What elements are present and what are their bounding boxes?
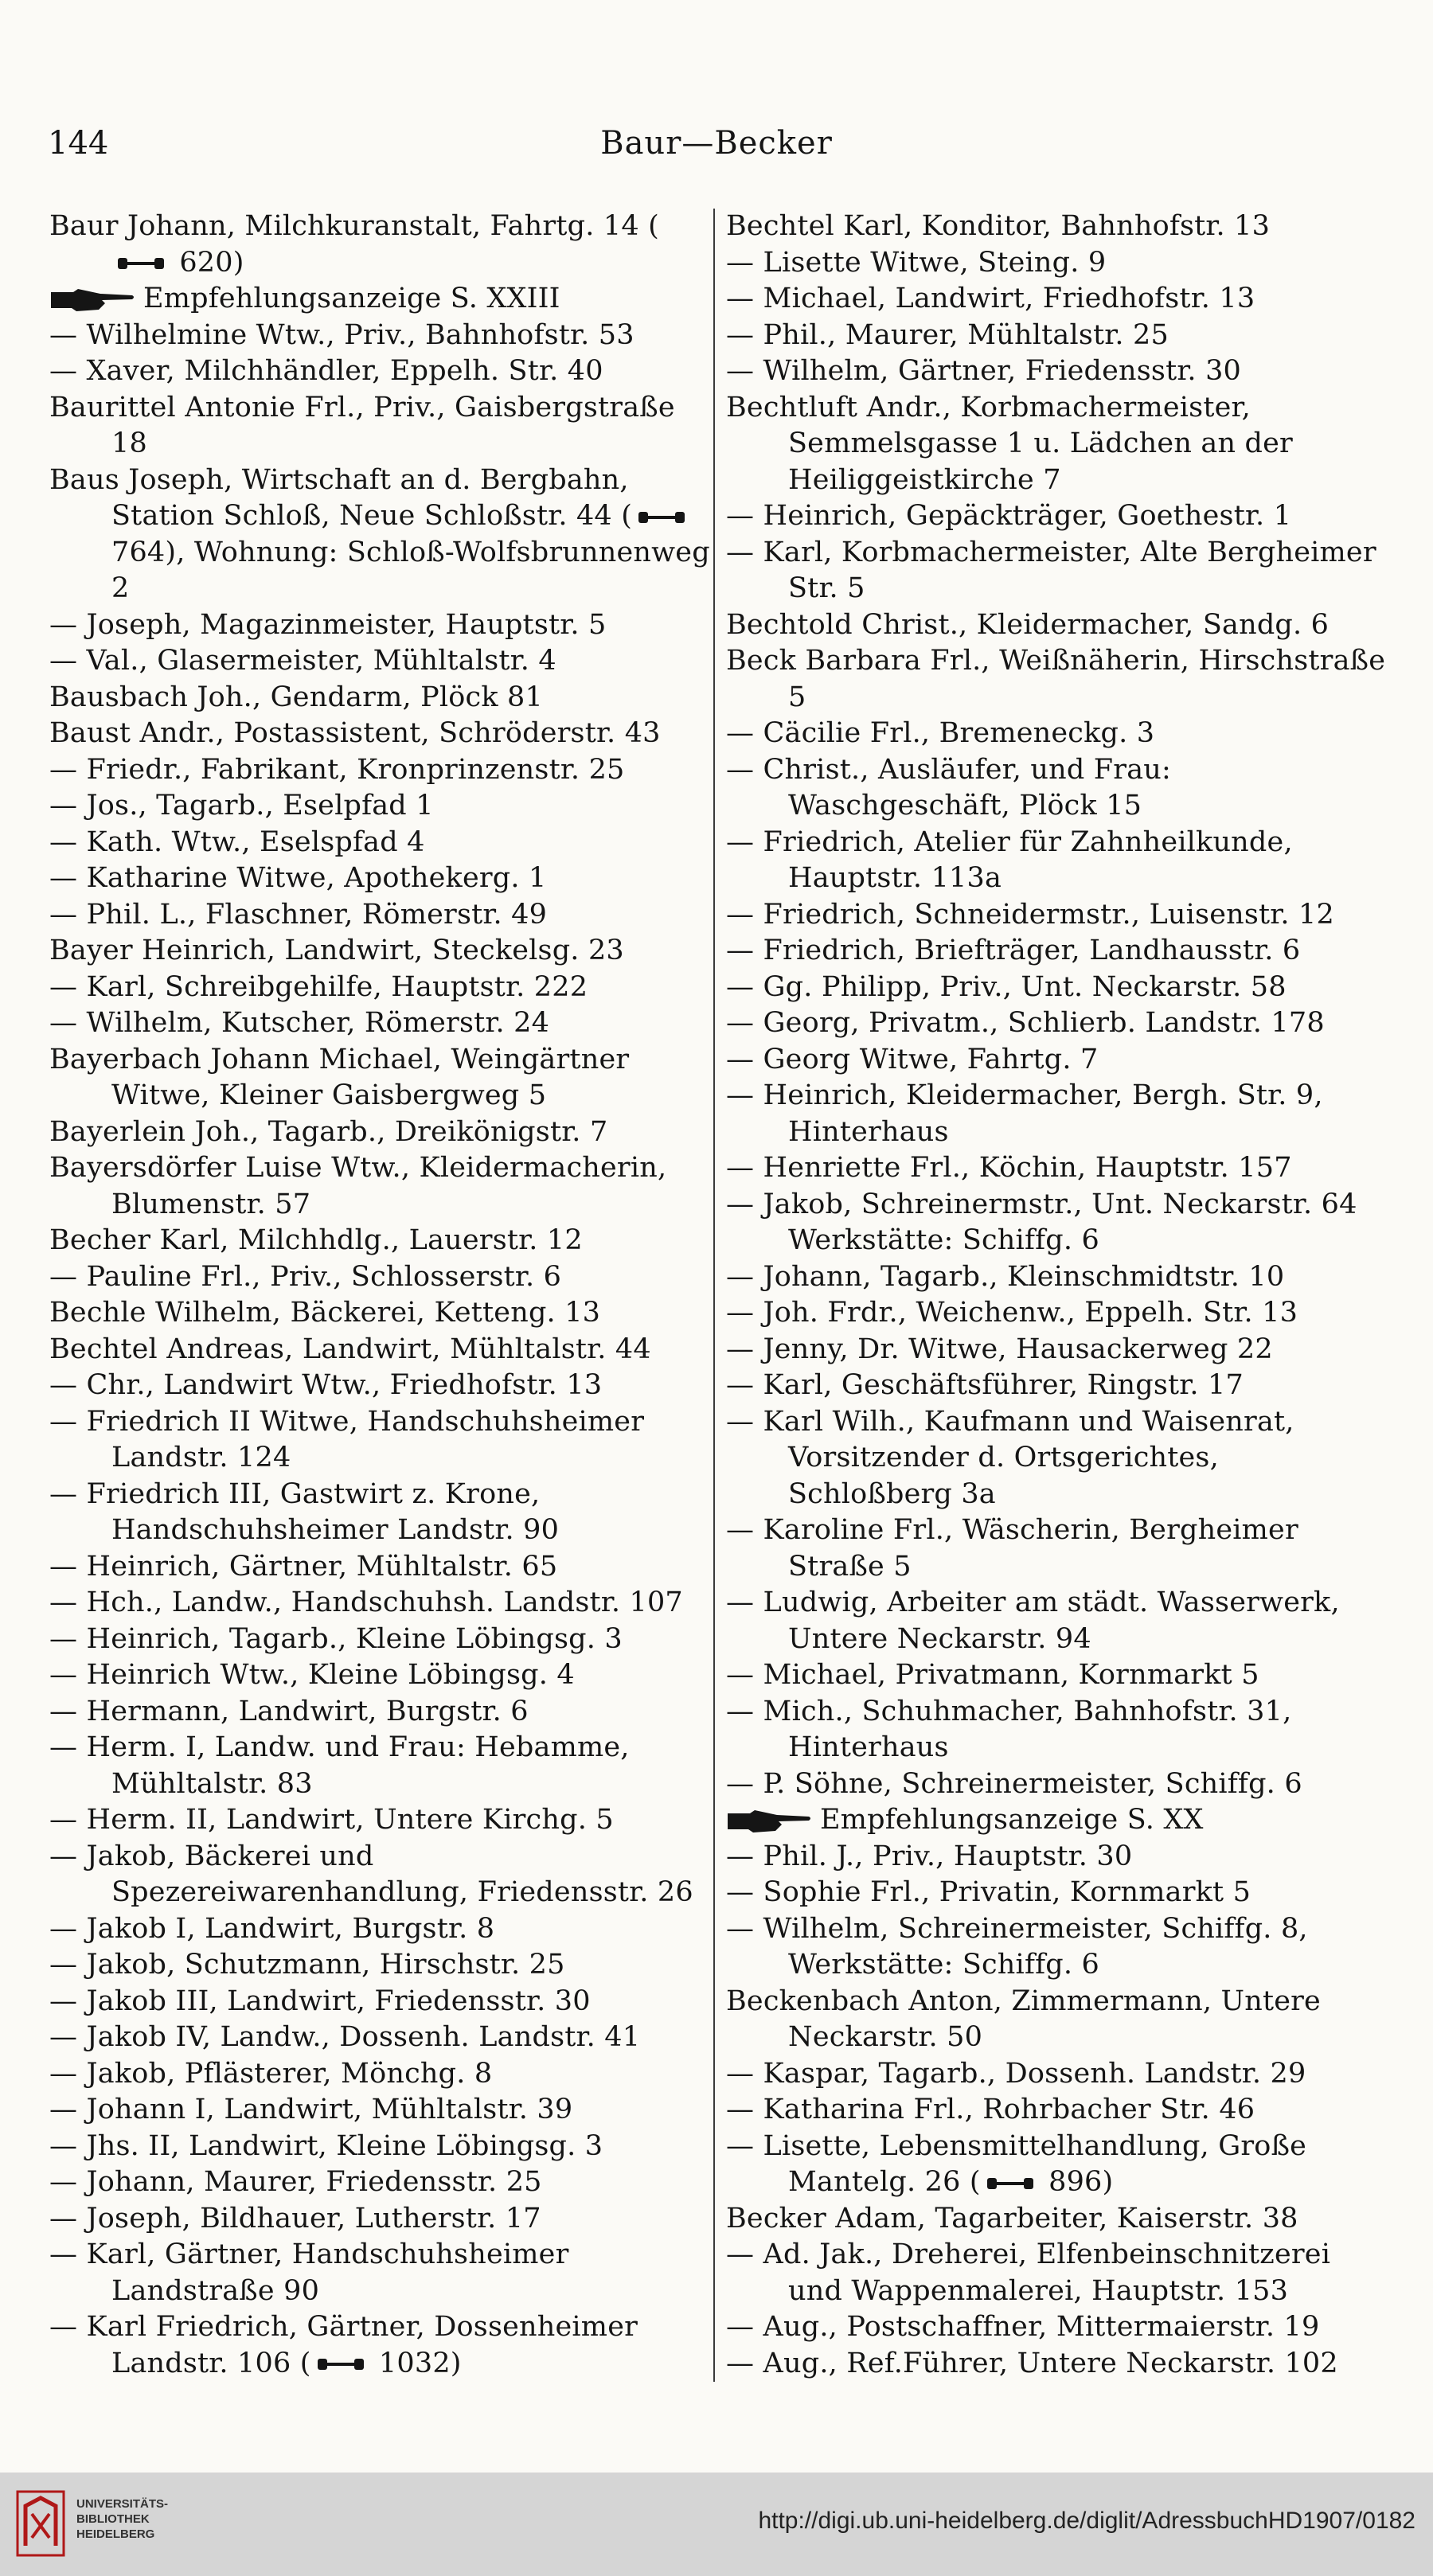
directory-entry: [49, 716, 710, 752]
entry-text: — Lisette Witwe, Steing. 9: [726, 246, 1107, 279]
directory-entry: [726, 1404, 1387, 1513]
entry-text: Bayersdörfer Luise Wtw., Kleidermacherin, Blumenstr. 57: [49, 1152, 667, 1220]
directory-entry: [726, 1766, 1387, 1803]
entry-text: — Johann, Tagarb., Kleinschmidtstr. 10: [726, 1260, 1285, 1293]
directory-entry: [726, 2056, 1387, 2093]
entry-text: — Katharine Witwe, Apothekerg. 1: [49, 862, 547, 894]
directory-entry: [726, 353, 1387, 390]
entry-text: — Heinrich Wtw., Kleine Löbingsg. 4: [49, 1659, 575, 1691]
entry-text: — Jhs. II, Landwirt, Kleine Löbingsg. 3: [49, 2129, 603, 2162]
directory-entry: [726, 1042, 1387, 1079]
directory-entry: [726, 2129, 1387, 2201]
entry-text: — Ad. Jak., Dreherei, Elfenbeinschnitzerei und Wappenmalerei, Hauptstr. 153: [726, 2238, 1331, 2307]
entry-text: — Wilhelmine Wtw., Priv., Bahnhofstr. 53: [49, 318, 635, 351]
running-head: Baur—Becker: [600, 125, 833, 162]
directory-entry: [726, 390, 1387, 499]
entry-text: — Jakob IV, Landw., Dossenh. Landstr. 41: [49, 2021, 641, 2053]
directory-entry: [49, 861, 710, 897]
entry-text: Bayerbach Johann Michael, Weingärtner Witwe, Kleiner Gaisbergweg 5: [49, 1043, 630, 1111]
directory-entry: [726, 318, 1387, 354]
entry-text: — Christ., Ausläufer, und Frau: Waschgeschäft, Plöck 15: [726, 753, 1171, 822]
directory-entry: [726, 1368, 1387, 1404]
entry-text: — Heinrich, Tagarb., Kleine Löbingsg. 3: [49, 1622, 623, 1655]
entry-text: — Friedrich, Atelier für Zahnheilkunde, Hauptstr. 113a: [726, 825, 1293, 894]
directory-entry: [726, 1295, 1387, 1332]
entry-text: — Georg, Privatm., Schlierb. Landstr. 178: [726, 1007, 1325, 1039]
directory-entry: [49, 2020, 710, 2056]
entry-text: — Gg. Philipp, Priv., Unt. Neckarstr. 58: [726, 970, 1287, 1003]
directory-entry: [49, 2309, 710, 2382]
directory-entry: [726, 1585, 1387, 1657]
entry-text: Baus Joseph, Wirtschaft an d. Bergbahn, Station Schloß, Neue Schloßstr. 44 (: [49, 463, 633, 532]
directory-entry: [726, 607, 1387, 644]
directory-entry: [49, 788, 710, 825]
entry-text: — Kaspar, Tagarb., Dossenh. Landstr. 29: [726, 2057, 1306, 2090]
directory-entry: [726, 2237, 1387, 2309]
directory-entry: [726, 825, 1387, 897]
directory-entry: [726, 1694, 1387, 1766]
entry-text: — Hermann, Landwirt, Burgstr. 6: [49, 1695, 529, 1727]
entry-text: — Karl, Korbmachermeister, Alte Bergheimer Str. 5: [726, 536, 1376, 604]
directory-entry: [49, 933, 710, 970]
entry-text: — Friedrich, Briefträger, Landhausstr. 6: [726, 935, 1301, 966]
entry-text: — Wilhelm, Gärtner, Friedensstr. 30: [726, 355, 1242, 387]
entry-text: — Phil. L., Flaschner, Römerstr. 49: [49, 898, 548, 931]
entry-text: — Heinrich, Gepäckträger, Goethestr. 1: [726, 500, 1292, 532]
entry-text: — Michael, Privatmann, Kornmarkt 5: [726, 1659, 1259, 1691]
pointing-hand-icon: [726, 1807, 814, 1836]
entry-text: — Karl, Gärtner, Handschuhsheimer Landstraße 90: [49, 2238, 569, 2307]
directory-entry: [49, 1622, 710, 1658]
entry-text: — Heinrich, Gärtner, Mühltalstr. 65: [49, 1550, 558, 1583]
entry-text: — Jakob, Bäckerei und Spezereiwarenhandlung, Friedensstr. 26: [49, 1840, 693, 1908]
entry-text: Beckenbach Anton, Zimmermann, Untere Neckarstr. 50: [726, 1985, 1321, 2053]
directory-entry: [726, 716, 1387, 752]
directory-entry: [49, 463, 710, 607]
directory-entry: [49, 2201, 710, 2238]
entry-text: — Chr., Landwirt Wtw., Friedhofstr. 13: [49, 1369, 603, 1401]
entry-text: — Wilhelm, Schreinermeister, Schiffg. 8, Werkstätte: Schiffg. 6: [726, 1912, 1308, 1981]
entry-text: — Jakob III, Landwirt, Friedensstr. 30: [49, 1985, 591, 2017]
entry-text: — Jakob, Schutzmann, Hirschstr. 25: [49, 1949, 565, 1981]
directory-entry: [726, 2201, 1387, 2238]
entry-text: 764), Wohnung: Schloß-Wolfsbrunnenweg 2: [111, 536, 710, 604]
entry-text: — Karl Wilh., Kaufmann und Waisenrat, Vorsitzender d. Ortsgerichtes, Schloßberg 3a: [726, 1405, 1294, 1510]
entry-text: — Friedrich II Witwe, Handschuhsheimer Landstr. 124: [49, 1405, 645, 1473]
directory-entry: [726, 752, 1387, 825]
library-logo-icon: [16, 2490, 65, 2557]
entry-text: 620): [170, 246, 244, 279]
entry-text: Bayer Heinrich, Landwirt, Steckelsg. 23: [49, 935, 624, 966]
entry-text: — Joseph, Bildhauer, Lutherstr. 17: [49, 2202, 541, 2234]
entry-text: Empfehlungsanzeige S. XX: [820, 1804, 1204, 1836]
entry-text: Baurittel Antonie Frl., Priv., Gaisbergstraße 18: [49, 391, 675, 459]
entry-text: Empfehlungsanzeige S. XXIII: [143, 283, 560, 314]
entry-text: — Mich., Schuhmacher, Bahnhofstr. 31, Hinterhaus: [726, 1695, 1292, 1763]
directory-entry: [726, 970, 1387, 1006]
directory-entry: [726, 933, 1387, 970]
entry-text: Becker Adam, Tagarbeiter, Kaiserstr. 38: [726, 2202, 1298, 2234]
directory-entry: [726, 1911, 1387, 1984]
entry-text: — Sophie Frl., Privatin, Kornmarkt 5: [726, 1876, 1251, 1908]
directory-entry: [49, 1114, 710, 1151]
entry-text: — Johann, Maurer, Friedensstr. 25: [49, 2166, 542, 2198]
directory-entry: [726, 1332, 1387, 1368]
directory-entry: [49, 1368, 710, 1404]
directory-entry: [726, 1187, 1387, 1259]
entry-text: — Jakob, Schreinermstr., Unt. Neckarstr. 64 Werkstätte: Schiffg. 6: [726, 1188, 1357, 1256]
directory-entry: [49, 1223, 710, 1259]
page-header: [48, 111, 1385, 175]
entry-text: — Cäcilie Frl., Bremeneckg. 3: [726, 717, 1155, 749]
directory-entry: [726, 2346, 1387, 2383]
directory-entry: [726, 1150, 1387, 1187]
directory-entry: [49, 1042, 710, 1114]
directory-entry: [49, 1477, 710, 1549]
entry-text: — Karl, Schreibgehilfe, Hauptstr. 222: [49, 970, 588, 1003]
directory-entry: [726, 1839, 1387, 1875]
entry-text: Bechle Wilhelm, Bäckerei, Ketteng. 13: [49, 1297, 601, 1329]
telephone-icon: [314, 2356, 367, 2372]
entry-text: — Phil., Maurer, Mühltalstr. 25: [726, 318, 1169, 351]
directory-entry: [726, 209, 1387, 245]
directory-entry: [49, 1694, 710, 1731]
entry-text: — Michael, Landwirt, Friedhofstr. 13: [726, 283, 1255, 314]
entry-text: — Jakob, Pflästerer, Mönchg. 8: [49, 2057, 493, 2090]
entry-text: — Phil. J., Priv., Hauptstr. 30: [726, 1840, 1133, 1872]
entry-text: — Kath. Wtw., Eselspfad 4: [49, 825, 425, 858]
directory-entry: [726, 281, 1387, 318]
directory-entry: [49, 1150, 710, 1223]
directory-entry: [49, 1657, 710, 1694]
right-column: [726, 209, 1387, 2382]
column-divider: [713, 209, 715, 2382]
directory-entry: [49, 970, 710, 1006]
directory-entry: [49, 390, 710, 463]
entry-text: Bausbach Joh., Gendarm, Plöck 81: [49, 681, 543, 713]
entry-text: 1032): [369, 2347, 462, 2379]
entry-text: — Henriette Frl., Köchin, Hauptstr. 157: [726, 1152, 1292, 1184]
entry-text: — Ludwig, Arbeiter am städt. Wasserwerk, Untere Neckarstr. 94: [726, 1587, 1340, 1655]
directory-entry: [726, 535, 1387, 607]
directory-entry: [726, 1512, 1387, 1585]
entry-text: — Lisette, Lebensmittelhandlung, Große Mantelg. 26 (: [726, 2129, 1307, 2198]
entry-text: Bechtold Christ., Kleidermacher, Sandg. 6: [726, 608, 1330, 641]
entry-text: — Aug., Postschaffner, Mittermaierstr. 19: [726, 2311, 1320, 2343]
library-name: UNIVERSITÄTS- BIBLIOTHEK HEIDELBERG: [76, 2497, 169, 2541]
directory-entry: [49, 1332, 710, 1368]
telephone-icon: [115, 256, 167, 271]
directory-entry: [49, 1730, 710, 1802]
directory-entry: [49, 2164, 710, 2201]
directory-entry: [49, 2092, 710, 2129]
entry-text: — Friedrich III, Gastwirt z. Krone, Handschuhsheimer Landstr. 90: [49, 1477, 560, 1546]
directory-entry: [49, 2056, 710, 2093]
directory-entry: [49, 897, 710, 934]
directory-entry: [726, 1802, 1387, 1839]
entry-text: Beck Barbara Frl., Weißnäherin, Hirschstraße 5: [726, 645, 1386, 713]
entry-text: — Jenny, Dr. Witwe, Hausackerweg 22: [726, 1333, 1273, 1365]
entry-text: — Herm. II, Landwirt, Untere Kirchg. 5: [49, 1804, 614, 1836]
entry-text: Bechtluft Andr., Korbmachermeister, Semmelsgasse 1 u. Lädchen an der Heiliggeistkirche 7: [726, 391, 1293, 496]
telephone-icon: [635, 509, 688, 525]
directory-entry: [49, 1259, 710, 1296]
entry-text: — Friedr., Fabrikant, Kronprinzenstr. 25: [49, 753, 625, 786]
entry-text: — Aug., Ref.Führer, Untere Neckarstr. 102: [726, 2347, 1338, 2379]
entry-text: — Joh. Frdr., Weichenw., Eppelh. Str. 13: [726, 1297, 1298, 1329]
pointing-hand-icon: [49, 286, 137, 314]
entry-text: Bechtel Karl, Konditor, Bahnhofstr. 13: [726, 210, 1271, 242]
directory-entry: [726, 2092, 1387, 2129]
directory-entry: [726, 643, 1387, 716]
entry-text: — Jos., Tagarb., Eselpfad 1: [49, 790, 434, 822]
entry-text: Baust Andr., Postassistent, Schröderstr. 43: [49, 717, 661, 749]
directory-entry: [49, 318, 710, 354]
directory-entry: [49, 2129, 710, 2165]
directory-entry: [726, 1078, 1387, 1150]
directory-entry: [49, 1802, 710, 1839]
entry-text: — Karl, Geschäftsführer, Ringstr. 17: [726, 1369, 1244, 1401]
telephone-icon: [984, 2176, 1037, 2192]
entry-text: — Pauline Frl., Priv., Schlosserstr. 6: [49, 1260, 562, 1293]
entry-text: — Jakob I, Landwirt, Burgstr. 8: [49, 1912, 495, 1945]
directory-entry: [49, 1549, 710, 1586]
directory-entry: [49, 680, 710, 716]
entry-text: — Joseph, Magazinmeister, Hauptstr. 5: [49, 608, 607, 641]
entry-text: — Georg Witwe, Fahrtg. 7: [726, 1043, 1099, 1075]
directory-entry: [49, 607, 710, 644]
directory-entry: [726, 1259, 1387, 1296]
directory-entry: [726, 1875, 1387, 1911]
directory-entry: [49, 1911, 710, 1948]
entry-text: — Heinrich, Kleidermacher, Bergh. Str. 9, Hinterhaus: [726, 1079, 1323, 1148]
entry-text: — Wilhelm, Kutscher, Römerstr. 24: [49, 1007, 550, 1039]
directory-entry: [49, 1984, 710, 2020]
directory-entry: [726, 1984, 1387, 2056]
entry-text: — Hch., Landw., Handschuhsh. Landstr. 107: [49, 1587, 683, 1618]
directory-entry: [726, 1005, 1387, 1042]
directory-entry: [49, 1585, 710, 1622]
left-column: [49, 209, 710, 2382]
directory-entry: [49, 1005, 710, 1042]
entry-text: Becher Karl, Milchhdlg., Lauerstr. 12: [49, 1224, 583, 1256]
directory-entry: [726, 498, 1387, 535]
entry-text: 896): [1039, 2166, 1114, 2198]
entry-text: — Karl Friedrich, Gärtner, Dossenheimer Landstr. 106 (: [49, 2311, 638, 2379]
entry-text: — Friedrich, Schneidermstr., Luisenstr. 12: [726, 898, 1334, 931]
directory-entry: [49, 752, 710, 789]
entry-text: Bechtel Andreas, Landwirt, Mühltalstr. 44: [49, 1333, 651, 1365]
entry-text: — Val., Glasermeister, Mühltalstr. 4: [49, 645, 556, 677]
directory-entry: [49, 1947, 710, 1984]
entry-text: — Xaver, Milchhändler, Eppelh. Str. 40: [49, 355, 603, 387]
entry-text: — Johann I, Landwirt, Mühltalstr. 39: [49, 2094, 573, 2125]
entry-text: — P. Söhne, Schreinermeister, Schiffg. 6: [726, 1767, 1302, 1800]
directory-entry: [49, 209, 710, 281]
entry-text: — Katharina Frl., Rohrbacher Str. 46: [726, 2094, 1255, 2125]
directory-entry: [726, 897, 1387, 934]
directory-entry: [49, 1404, 710, 1477]
source-url-link[interactable]: http://digi.ub.uni-heidelberg.de/diglit/AdressbuchHD1907/0182: [758, 2508, 1415, 2534]
directory-entry: [726, 1657, 1387, 1694]
directory-entry: [726, 245, 1387, 282]
directory-entry: [49, 643, 710, 680]
entry-text: — Herm. I, Landw. und Frau: Hebamme, Mühltalstr. 83: [49, 1731, 630, 1800]
directory-entry: [49, 281, 710, 318]
entry-text: Bayerlein Joh., Tagarb., Dreikönigstr. 7: [49, 1115, 608, 1148]
directory-entry: [726, 2309, 1387, 2346]
entry-text: Baur Johann, Milchkuranstalt, Fahrtg. 14 (: [49, 210, 659, 242]
directory-entry: [49, 2237, 710, 2309]
entry-text: — Karoline Frl., Wäscherin, Bergheimer Straße 5: [726, 1514, 1298, 1583]
page-number: 144: [48, 125, 109, 162]
directory-entry: [49, 1839, 710, 1911]
directory-entry: [49, 353, 710, 390]
directory-entry: [49, 825, 710, 861]
directory-entry: [49, 1295, 710, 1332]
footer-bar: [0, 2473, 1433, 2576]
